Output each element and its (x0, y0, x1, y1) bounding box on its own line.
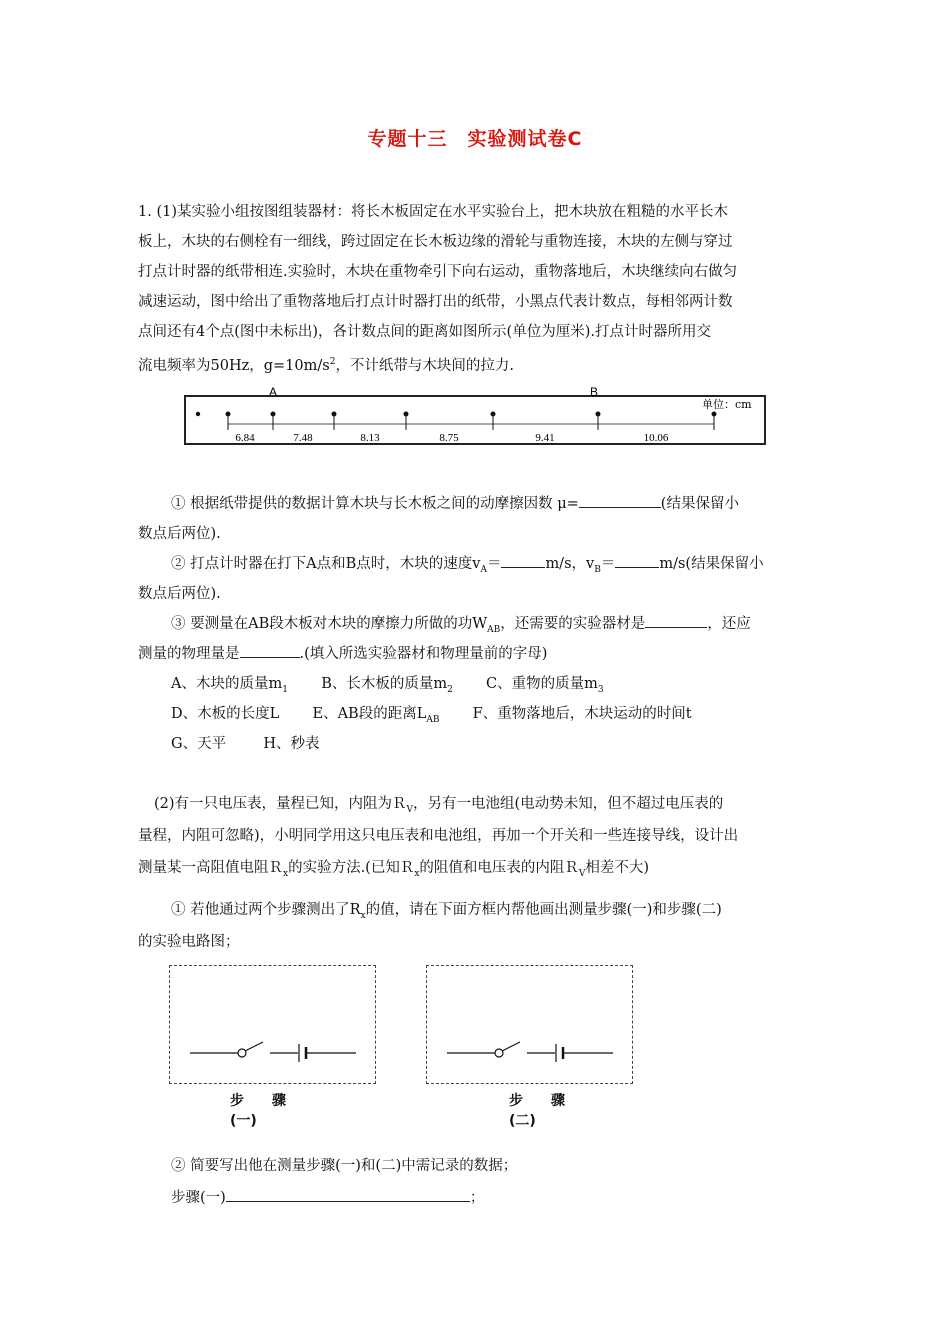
q1-sub2-text: ② 打点计时器在打下A点和B点时，木块的速度v (171, 556, 481, 572)
q1-sub1-cont: 数点后两位). (138, 526, 221, 542)
options-row-2 (171, 702, 692, 725)
q1-sub2-eq: ＝ (486, 556, 502, 572)
step-2-label-bottom: (二) (509, 1113, 536, 1129)
option-b: B、长木板的质量$m_2$ (321, 676, 453, 695)
q2-line-1: (2)有一只电压表，量程已知，内阻为Ｒ$_V$，另有一电池组(电动势未知，但不超过电压表的 (154, 796, 724, 815)
page-title: 专题十三 实验测试卷C (367, 128, 583, 150)
q2-sub1: ① 若他通过两个步骤测出了$R_x$的值，请在下面方框内帮他画出测量步骤(一)和步骤(二) (171, 902, 722, 921)
segment-label: 9.41 (535, 432, 555, 444)
q1-intro-sup: 2 (329, 357, 336, 367)
q1-sub2-note: m/s(结果保留小 (659, 556, 764, 572)
segment-label: 10.06 (643, 432, 669, 444)
q1-intro-line: 1. (1)某实验小组按图组装器材：将长木板固定在水平实验台上，把木块放在粗糙的水平长木 (138, 204, 728, 220)
answer-blank-vb[interactable] (615, 553, 659, 568)
step-1-answer-label: 步骤(一) (171, 1190, 226, 1206)
option-g: G、天平 (171, 736, 227, 752)
option-d: D、木板的长度L (171, 706, 280, 722)
option-a: A、木块的质量$m_1$ (171, 676, 288, 695)
step-2-label-top: 步 骤 (509, 1093, 565, 1109)
tape-first-dot (196, 412, 200, 416)
step-1-answer-end: ； (469, 1190, 485, 1206)
options-row-1 (171, 672, 604, 695)
option-e: E、AB段的距离$L_{AB}$ (312, 706, 440, 725)
option-c: C、重物的质量$m_3$ (486, 676, 604, 695)
q1-sub2-eq2: ＝ (600, 556, 616, 572)
segment-label: 7.48 (293, 432, 313, 444)
q1-intro-line: 打点计时器的纸带相连.实验时，木块在重物牵引下向右运动，重物落地后，木块继续向右做匀 (138, 264, 738, 280)
q1-sub2-unit: m/s，v (545, 556, 595, 572)
segment-label: 6.84 (235, 432, 255, 444)
q2-step-1-answer (171, 1186, 484, 1207)
q1-intro (138, 197, 818, 381)
answer-blank-step-1[interactable] (226, 1187, 470, 1202)
q1-intro-end: ，不计纸带与木块间的拉力. (335, 357, 515, 374)
switch-battery-symbol (170, 966, 375, 1083)
sub-a: A (480, 564, 487, 575)
circuit-box-step-2[interactable] (426, 965, 633, 1084)
paper-tape-figure (184, 384, 766, 446)
q1-sub2 (171, 552, 764, 575)
q1-intro-line: 减速运动，图中给出了重物落地后打点计时器打出的纸带，小黑点代表计数点，每相邻两计数 (138, 294, 733, 310)
tape-label-a: A (269, 385, 278, 399)
step-1-label-bottom: (一) (230, 1113, 257, 1129)
q1-sub3-text: ③ 要测量在AB段木板对木块的摩擦力所做的功W (171, 616, 488, 632)
q2-sub1-cont: 的实验电路图； (138, 934, 240, 950)
q1-sub3-text5: .(填入所选实验器材和物理量前的字母) (299, 646, 548, 662)
sub-ab: AB (487, 624, 501, 635)
q1-sub3-text3: ，还应 (707, 616, 751, 632)
q1-sub1-text: ① 根据纸带提供的数据计算木块与长木板之间的动摩擦因数 μ= (171, 496, 579, 512)
q2-sub2: ② 简要写出他在测量步骤(一)和(二)中需记录的数据； (171, 1158, 518, 1174)
answer-blank-equipment[interactable] (645, 613, 707, 628)
segment-label: 8.13 (360, 432, 380, 444)
step-1-label-top: 步 骤 (230, 1093, 286, 1109)
count-points (226, 412, 716, 430)
q1-intro-line: 点间还有4个点(图中未标出)，各计数点间的距离如图所示(单位为厘米).打点计时器所用交 (138, 324, 711, 340)
q1-sub1-note: (结果保留小 (660, 496, 739, 512)
q1-intro-line-last (138, 347, 818, 381)
q1-intro-last: 流电频率为50Hz，g=10m/s (138, 357, 330, 374)
q2-line-2: 量程，内阻可忽略)，小明同学用这只电压表和电池组，再加一个开关和一些连接导线，设计出 (138, 828, 739, 844)
q1-sub3 (171, 612, 751, 635)
answer-blank-quantity[interactable] (240, 643, 300, 658)
q1-sub3-text2: ，还需要的实验器材是 (500, 616, 646, 632)
q2-line-3: 测量某一高阻值电阻Ｒ$_x$的实验方法.(已知Ｒ$_x$的阻值和电压表的内阻Ｒ$_V$相差不大) (138, 860, 650, 879)
switch-battery-symbol (427, 966, 632, 1083)
q1-sub3-cont (138, 642, 547, 663)
option-h: H、秒表 (263, 736, 320, 752)
tape-unit: 单位：cm (702, 398, 752, 411)
q1-sub3-text4: 测量的物理量是 (138, 646, 240, 662)
q1-sub2-cont: 数点后两位). (138, 586, 221, 602)
q1-intro-line: 板上，木块的右侧栓有一细线，跨过固定在长木板边缘的滑轮与重物连接，木块的左侧与穿过 (138, 234, 733, 250)
sub-b: B (594, 564, 601, 575)
answer-blank-mu[interactable] (579, 493, 661, 508)
q1-sub1 (171, 492, 739, 513)
option-f: F、重物落地后，木块运动的时间t (472, 706, 692, 722)
tape-border (185, 396, 765, 444)
options-row-3 (171, 732, 319, 753)
segment-label: 8.75 (439, 432, 459, 444)
circuit-box-step-1[interactable] (169, 965, 376, 1084)
tape-label-b: B (590, 385, 599, 399)
answer-blank-va[interactable] (501, 553, 545, 568)
